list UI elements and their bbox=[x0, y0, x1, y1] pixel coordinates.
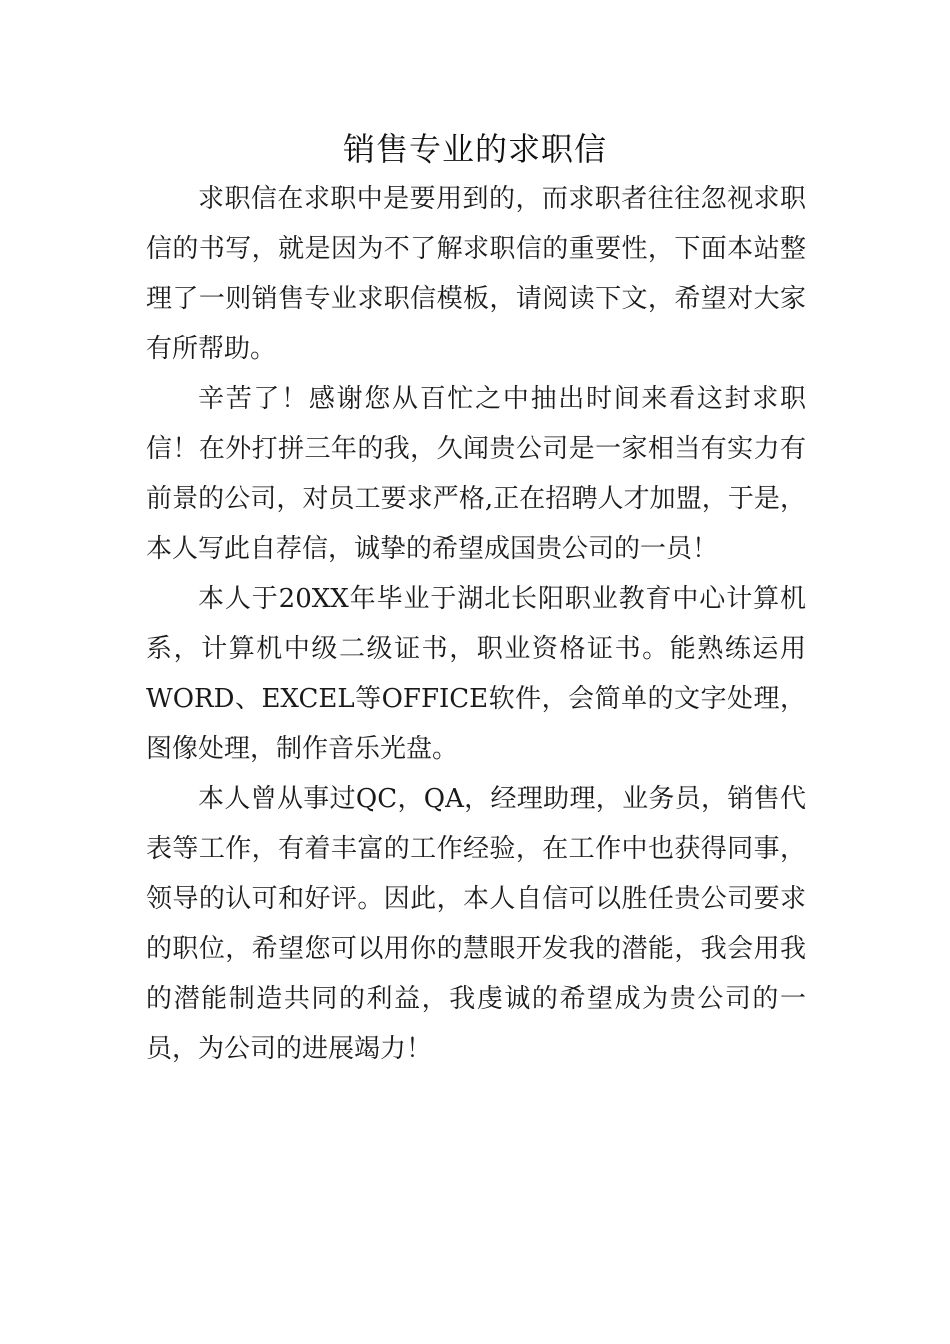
paragraph-intro: 求职信在求职中是要用到的，而求职者往往忽视求职信的书写，就是因为不了解求职信的重要性，下面本站整理了一则销售专业求职信模板，请阅读下文，希望对大家有所帮助。 bbox=[146, 184, 806, 364]
letter-body bbox=[146, 174, 806, 1074]
document-title: 销售专业的求职信 bbox=[342, 130, 607, 168]
paragraph-greeting: 辛苦了！感谢您从百忙之中抽出时间来看这封求职信！在外打拼三年的我，久闻贵公司是一家相当有实力有前景的公司，对员工要求严格,正在招聘人才加盟，于是，本人写此自荐信，诚挚的希望成国贵公司的一员！ bbox=[146, 384, 806, 564]
paragraph-experience: 本人曾从事过QC，QA，经理助理，业务员，销售代表等工作，有着丰富的工作经验，在工作中也获得同事，领导的认可和好评。因此，本人自信可以胜任贵公司要求的职位，希望您可以用你的慧眼开发我的潜能，我会用我的潜能制造共同的利益，我虔诚的希望成为贵公司的一员，为公司的进展竭力！ bbox=[146, 784, 806, 1064]
paragraph-education: 本人于20XX年毕业于湖北长阳职业教育中心计算机系，计算机中级二级证书，职业资格证书。能熟练运用WORD、EXCEL等OFFICE软件，会简单的文字处理，图像处理，制作音乐光盘。 bbox=[146, 584, 806, 764]
